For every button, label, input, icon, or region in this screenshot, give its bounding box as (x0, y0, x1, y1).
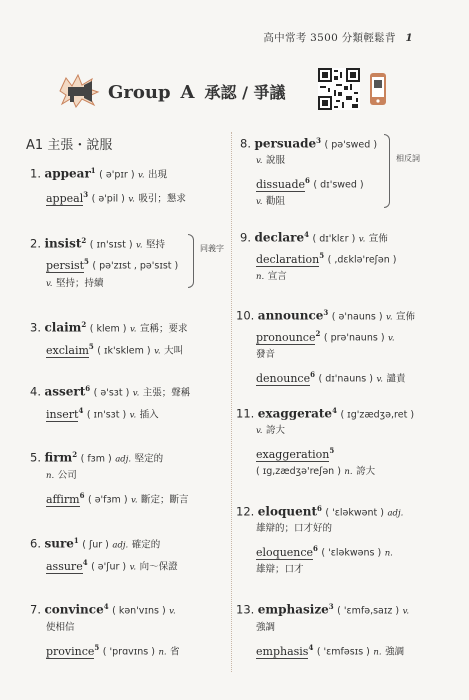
part-of-speech: n. (158, 647, 167, 658)
headword: appear (44, 166, 91, 181)
phonetic: ( klem ) (89, 323, 127, 335)
part-of-speech: v. (128, 194, 135, 205)
entry-number: 2. (30, 236, 41, 251)
phonetic: ( kən'vɪns ) (112, 605, 166, 617)
group-topic: 承認 / 爭議 (204, 82, 286, 102)
part-of-speech: n. (256, 272, 265, 282)
level: 4 (103, 602, 109, 611)
headword: exaggerate (257, 406, 333, 421)
phonetic: ( ə'nauns ) (331, 311, 383, 323)
definition: 宣佈 (396, 311, 416, 323)
phonetic: ( ə'sɜt ) (93, 387, 130, 399)
definition: 強調 (385, 646, 405, 658)
definition: 堅持；持續 (56, 278, 104, 289)
phonetic: ( dɪ'klɛr ) (312, 233, 356, 245)
phonetic: ( ,dɛklə'reʃən ) (327, 254, 397, 266)
phonetic: ( dɪ'nauns ) (318, 373, 373, 385)
list-item (30, 318, 225, 358)
part-of-speech: n. (384, 548, 393, 559)
definition: 確定的 (131, 539, 161, 551)
headword: announce (257, 308, 324, 323)
level: 3 (323, 308, 329, 317)
definition: 誇大 (266, 425, 286, 436)
list-item (236, 306, 445, 384)
level: 4 (304, 230, 309, 239)
level: 4 (332, 406, 337, 415)
part-of-speech: v. (256, 156, 263, 166)
phonetic: ( ɪn'sɜt ) (86, 409, 127, 421)
part-of-speech: v. (256, 197, 263, 207)
level: 2 (72, 450, 78, 459)
entry-number: 12. (236, 504, 255, 519)
phonetic: ( ə'pil ) (91, 193, 125, 205)
level: 6 (313, 544, 318, 553)
entry-number: 11. (236, 406, 255, 421)
list-item (30, 164, 225, 204)
list-item (240, 228, 445, 284)
column-divider (231, 132, 232, 672)
phonetic: ( pə'swed ) (324, 139, 378, 151)
list-item (240, 134, 445, 210)
related-word: declaration (256, 252, 320, 266)
phonetic: ( ɪg'zædʒə,ret ) (340, 409, 415, 421)
level: 6 (85, 384, 91, 393)
definition: 發音 (256, 349, 276, 360)
bracket (384, 134, 390, 208)
entry-number: 4. (30, 384, 41, 399)
definition: 使相信 (46, 622, 75, 633)
phonetic: ( 'prɑvɪns ) (102, 646, 155, 658)
qr-code-icon[interactable] (318, 68, 360, 110)
list-item (236, 404, 445, 480)
definition: 宣稱；要求 (139, 323, 188, 335)
section-code: A1 (26, 138, 44, 153)
phonetic: ( ɪk'sklem ) (97, 345, 151, 357)
entry-number: 13. (236, 602, 255, 617)
part-of-speech: v. (169, 606, 176, 617)
headword: claim (44, 320, 82, 335)
part-of-speech: v. (46, 279, 53, 289)
related-word: denounce (256, 371, 311, 385)
related-word: insert (46, 407, 79, 421)
list-item (236, 502, 445, 578)
related-word: eloquence (256, 545, 314, 559)
page-number: 1 (405, 32, 413, 44)
definition: 宣佈 (368, 233, 388, 245)
part-of-speech: adj. (387, 508, 404, 519)
level: 1 (73, 536, 79, 545)
definition: 公司 (57, 470, 77, 481)
related-word: province (46, 644, 95, 658)
headword: persuade (254, 136, 317, 151)
part-of-speech: v. (129, 410, 137, 421)
group-title (108, 80, 286, 103)
definition: 雄辯的；口才好的 (256, 523, 333, 534)
part-of-speech: v. (386, 312, 393, 323)
headword: sure (44, 536, 74, 551)
definition: 譴責 (386, 373, 406, 385)
phonetic: ( 'ɛmfəsɪs ) (316, 646, 370, 658)
related-tag-text: 相反詞 (396, 154, 420, 163)
phonetic: ( ə'fɜm ) (87, 494, 128, 506)
definition: 向～保證 (139, 561, 178, 573)
part-of-speech: v. (256, 426, 263, 436)
level: 3 (83, 190, 89, 199)
definition: 省 (170, 646, 180, 658)
definition: 誇大 (356, 466, 376, 477)
level: 6 (305, 176, 310, 185)
level: 1 (90, 166, 96, 175)
level: 5 (88, 342, 94, 351)
phonetic: ( ɪg,zædʒə'reʃən ) (256, 466, 341, 477)
group-header (56, 74, 286, 108)
definition: 吸引；懇求 (138, 193, 186, 205)
definition: 大叫 (164, 345, 184, 357)
level: 5 (94, 643, 100, 652)
level: 2 (81, 236, 87, 245)
related-word: assure (46, 559, 83, 573)
part-of-speech: adj. (112, 540, 129, 551)
megaphone-icon (56, 74, 100, 108)
entry-number: 3. (30, 320, 41, 335)
level: 5 (329, 446, 335, 455)
headword: declare (254, 230, 305, 245)
list-item (30, 234, 225, 290)
definition: 插入 (139, 409, 159, 421)
level: 5 (84, 257, 89, 266)
list-item (30, 448, 225, 506)
level: 3 (328, 602, 334, 611)
definition: 斷定；斷言 (141, 494, 189, 506)
level: 6 (310, 370, 315, 379)
headword: assert (44, 384, 86, 399)
phonetic: ( 'ɛmfə,saɪz ) (337, 605, 400, 617)
part-of-speech: v. (358, 234, 366, 245)
entry-number: 7. (30, 602, 41, 617)
phonetic: ( 'ɛləkwənt ) (325, 507, 384, 519)
part-of-speech: v. (376, 374, 383, 385)
headword: firm (44, 450, 73, 465)
level: 4 (308, 643, 314, 652)
part-of-speech: n. (373, 647, 382, 658)
level: 6 (79, 491, 85, 500)
running-head (263, 30, 413, 45)
related-word: exclaim (46, 343, 89, 357)
synonym-tag-text: 同義字 (200, 244, 224, 253)
part-of-speech: adj. (115, 454, 132, 465)
part-of-speech: v. (131, 495, 138, 506)
level: 2 (81, 320, 87, 329)
related-word: pronounce (256, 330, 316, 344)
synonym-tag (200, 244, 224, 254)
entry-number: 10. (236, 308, 255, 323)
part-of-speech: v. (129, 324, 137, 335)
phonetic: ( ʃur ) (82, 539, 109, 551)
definition: 出現 (148, 169, 168, 181)
part-of-speech: v. (129, 562, 137, 573)
part-of-speech: n. (46, 471, 55, 481)
level: 5 (319, 251, 325, 260)
level: 2 (315, 329, 321, 338)
part-of-speech: v. (138, 170, 145, 181)
entry-number: 5. (30, 450, 41, 465)
related-word: emphasis (256, 644, 309, 658)
entry-number: 6. (30, 536, 41, 551)
part-of-speech: v. (154, 346, 161, 357)
related-word: affirm (46, 492, 80, 506)
phone-scan-icon (368, 72, 388, 106)
definition: 堅定的 (134, 453, 164, 465)
related-word: appeal (46, 191, 84, 205)
section-title (26, 134, 112, 153)
part-of-speech: v. (388, 333, 395, 344)
related-word: persist (46, 258, 85, 272)
running-head-text: 高中常考 3500 分類輕鬆背 (263, 32, 396, 44)
part-of-speech: n. (344, 467, 353, 477)
list-item (236, 600, 445, 658)
list-item (30, 600, 225, 658)
group-letter: A (180, 81, 195, 103)
headword: convince (44, 602, 104, 617)
phonetic: ( fɜm ) (80, 453, 112, 465)
phonetic: ( 'ɛləkwəns ) (321, 547, 382, 559)
part-of-speech: v. (402, 606, 410, 617)
level: 4 (78, 406, 84, 415)
list-item (30, 534, 225, 574)
phonetic: ( ə'pɪr ) (99, 169, 135, 181)
section-name: 主張・說服 (47, 138, 113, 153)
headword: eloquent (257, 504, 318, 519)
definition: 堅持 (146, 239, 166, 251)
definition: 勸阻 (266, 196, 286, 207)
phonetic: ( ə'ʃur ) (91, 561, 127, 573)
headword: insist (44, 236, 82, 251)
definition: 主張；聲稱 (142, 387, 191, 399)
level: 4 (82, 558, 88, 567)
bracket (188, 234, 194, 288)
phonetic: ( ɪn'sɪst ) (89, 239, 133, 251)
related-tag (396, 154, 420, 164)
phonetic: ( dɪ'swed ) (313, 179, 364, 191)
entry-number: 9. (240, 230, 251, 245)
definition: 雄辯；口才 (256, 564, 304, 575)
phonetic: ( prə'nauns ) (323, 332, 385, 344)
part-of-speech: v. (136, 240, 143, 251)
related-word: exaggeration (256, 447, 330, 461)
level: 6 (317, 504, 322, 513)
entry-number: 1. (30, 166, 41, 181)
definition: 強調 (256, 622, 276, 633)
entry-number: 8. (240, 136, 251, 151)
part-of-speech: v. (132, 388, 140, 399)
level: 3 (316, 136, 321, 145)
headword: emphasize (257, 602, 329, 617)
phonetic: ( pə'zɪst , pə'sɪst ) (92, 260, 179, 272)
definition: 說服 (266, 155, 286, 166)
related-word: dissuade (256, 177, 306, 191)
list-item (30, 382, 225, 422)
group-label: Group (108, 81, 171, 103)
definition: 宣言 (267, 271, 287, 282)
